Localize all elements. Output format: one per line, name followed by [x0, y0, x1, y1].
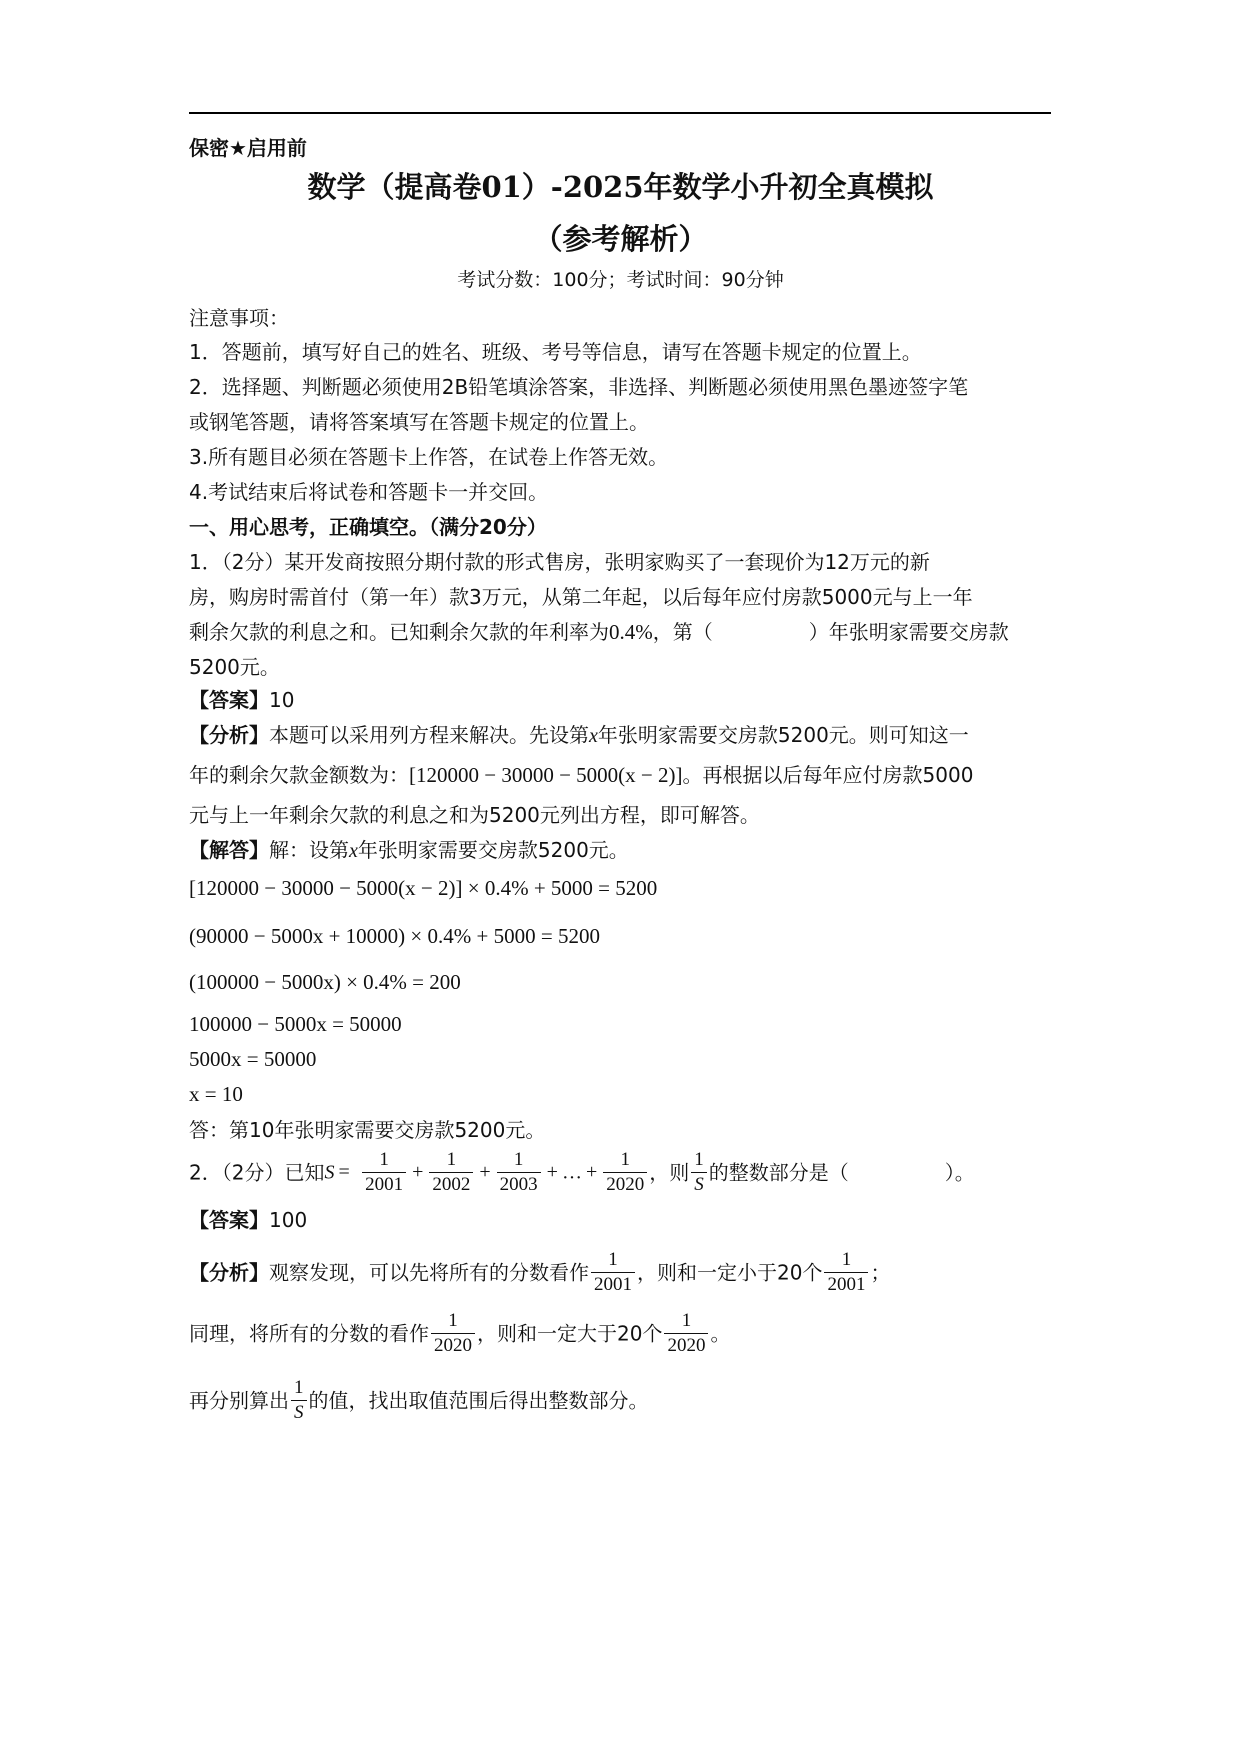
q2-suffix-end: ）。 — [944, 1160, 975, 1185]
exam-info: 考试分数：100分；考试时间：90分钟 — [457, 269, 784, 291]
q2-suffix-text: 的整数部分是（ — [708, 1160, 849, 1185]
analysis-text: 观察发现，可以先将所有的分数看作 — [269, 1260, 589, 1285]
variable-x: x — [349, 840, 358, 862]
equation-step-1: [120000 − 30000 − 5000(x − 2)] × 0.4% + 5000 = 5200 — [189, 876, 658, 900]
page-title: 数学（提高卷01）-2025年数学小升初全真模拟 — [307, 170, 934, 204]
numerator: 1 — [294, 1377, 304, 1398]
denominator: 2020 — [664, 1333, 708, 1356]
note-item-2-line-2: 或钢笔答题，请将答案填写在答题卡规定的位置上。 — [189, 410, 649, 434]
q1-line-3-bracket-open: ，第（ — [652, 620, 713, 644]
denominator: 2020 — [431, 1333, 475, 1356]
plus-sign: + — [546, 1161, 558, 1184]
analysis-text: 年的剩余欠款金额数为： — [189, 763, 409, 787]
q1-line-3-end: ）年张明家需要交房款 — [808, 620, 1009, 644]
q2-analysis-line-2 — [189, 1311, 730, 1356]
top-rule — [189, 112, 1051, 114]
fraction-1-over-2020 — [603, 1150, 647, 1195]
q1-line-3-text: 剩余欠款的利息之和。已知剩余欠款的年利率为 — [189, 620, 609, 644]
variable-x: x — [589, 725, 598, 747]
q1-analysis-line-3: 元与上一年剩余欠款的利息之和为5200元列出方程，即可解答。 — [189, 803, 760, 827]
plus-sign: + — [585, 1161, 598, 1184]
q1-line-2: 房，购房时需首付（第一年）款3万元，从第二年起，以后每年应付房款5000元与上一年 — [189, 585, 973, 609]
equation-step-2: (90000 − 5000x + 10000) × 0.4% + 5000 = 5200 — [189, 924, 600, 948]
analysis-text: ； — [870, 1260, 891, 1285]
equation-step-4: 100000 − 5000x = 50000 — [189, 1012, 402, 1036]
solution-text: 解：设第 — [269, 838, 349, 862]
analysis-label: 【分析】 — [189, 1260, 269, 1285]
numerator: 1 — [448, 1310, 458, 1331]
analysis-text: ，则和一定大于20个 — [477, 1321, 663, 1346]
q1-analysis-line-1 — [189, 723, 969, 748]
fraction-1-over-2001 — [591, 1250, 635, 1295]
denominator: 2003 — [497, 1172, 541, 1195]
analysis-text: 年张明家需要交房款5200元。则可知这一 — [597, 723, 969, 747]
q1-solution — [189, 838, 629, 863]
q2-analysis-line-3 — [189, 1378, 649, 1423]
q2-mid-text: ，则 — [649, 1160, 690, 1185]
section-heading: 一、用心思考，正确填空。（满分20分） — [189, 515, 547, 539]
fraction-1-over-s — [291, 1378, 307, 1423]
q1-answer — [189, 688, 294, 712]
q1-final-answer: 答：第10年张明家需要交房款5200元。 — [189, 1118, 546, 1142]
analysis-label: 【分析】 — [189, 723, 269, 747]
fraction-1-over-2020 — [664, 1311, 708, 1356]
analysis-text: 同理，将所有的分数的看作 — [189, 1321, 429, 1346]
solution-text: 年张明家需要交房款5200元。 — [357, 838, 629, 862]
answer-label: 【答案】 — [189, 688, 269, 712]
analysis-text: 的值，找出取值范围后得出整数部分。 — [308, 1388, 649, 1413]
confidential-label: 保密★启用前 — [189, 136, 307, 160]
denominator: 2002 — [429, 1172, 473, 1195]
note-item-2-line-1: 2．选择题、判断题必须使用2B铅笔填涂答案，非选择、判断题必须使用黑色墨迹签字笔 — [189, 375, 969, 399]
denominator: S — [291, 1400, 307, 1423]
numerator: 1 — [681, 1310, 692, 1331]
remaining-debt-expression: [120000 − 30000 − 5000(x − 2)] — [409, 763, 683, 787]
q2-question — [189, 1150, 975, 1195]
denominator: 2001 — [362, 1172, 406, 1195]
answer-value: 100 — [269, 1208, 308, 1232]
q2-analysis-line-1 — [189, 1250, 890, 1295]
fraction-1-over-2001 — [824, 1250, 868, 1295]
q1-line-1: 1．（2分）某开发商按照分期付款的形式售房，张明家购买了一套现价为12万元的新 — [189, 550, 930, 574]
plus-sign: + — [412, 1161, 424, 1184]
numerator: 1 — [694, 1149, 704, 1170]
interest-rate: 0.4% — [609, 620, 653, 644]
fraction-1-over-2020 — [431, 1311, 475, 1356]
solution-label: 【解答】 — [189, 838, 269, 862]
plus-sign: + — [479, 1161, 491, 1184]
equals-sign: = — [338, 1161, 350, 1184]
notes-heading: 注意事项： — [189, 306, 289, 330]
numerator: 1 — [620, 1149, 630, 1170]
q1-analysis-line-2 — [189, 763, 973, 788]
equation-step-3: (100000 − 5000x) × 0.4% = 200 — [189, 970, 461, 994]
denominator: 2001 — [591, 1272, 635, 1295]
note-item-4: 4.考试结束后将试卷和答题卡一并交回。 — [189, 480, 549, 504]
q2-prefix: 2．（2分）已知 — [189, 1160, 325, 1185]
note-item-3: 3.所有题目必须在答题卡上作答，在试卷上作答无效。 — [189, 445, 669, 469]
fraction-1-over-s — [691, 1150, 707, 1195]
equation-step-5: 5000x = 50000 — [189, 1047, 317, 1071]
q2-answer — [189, 1208, 307, 1232]
page-subtitle: （参考解析） — [533, 222, 708, 256]
numerator: 1 — [841, 1249, 852, 1270]
ellipsis: … — [561, 1161, 582, 1184]
variable-s: S — [324, 1161, 335, 1184]
denominator: 2020 — [603, 1172, 647, 1195]
equation-step-6: x = 10 — [189, 1082, 243, 1106]
analysis-text: 。再根据以后每年应付房款5000 — [682, 763, 974, 787]
numerator: 1 — [379, 1149, 389, 1170]
answer-label: 【答案】 — [189, 1208, 269, 1232]
denominator: S — [691, 1172, 707, 1195]
fraction-1-over-2001 — [362, 1150, 406, 1195]
numerator: 1 — [608, 1249, 618, 1270]
analysis-text: ，则和一定小于20个 — [637, 1260, 823, 1285]
q1-line-3 — [189, 620, 1009, 645]
answer-value: 10 — [269, 688, 295, 712]
denominator: 2001 — [824, 1272, 868, 1295]
fraction-1-over-2002 — [429, 1150, 473, 1195]
analysis-text: 本题可以采用列方程来解决。先设第 — [269, 723, 589, 747]
analysis-text: 再分别算出 — [189, 1388, 289, 1413]
note-item-1: 1．答题前，填写好自己的姓名、班级、考号等信息，请写在答题卡规定的位置上。 — [189, 340, 922, 364]
analysis-text: 。 — [710, 1321, 731, 1346]
fraction-1-over-2003 — [497, 1150, 541, 1195]
numerator: 1 — [446, 1149, 457, 1170]
q1-line-4: 5200元。 — [189, 655, 280, 679]
numerator: 1 — [513, 1149, 524, 1170]
